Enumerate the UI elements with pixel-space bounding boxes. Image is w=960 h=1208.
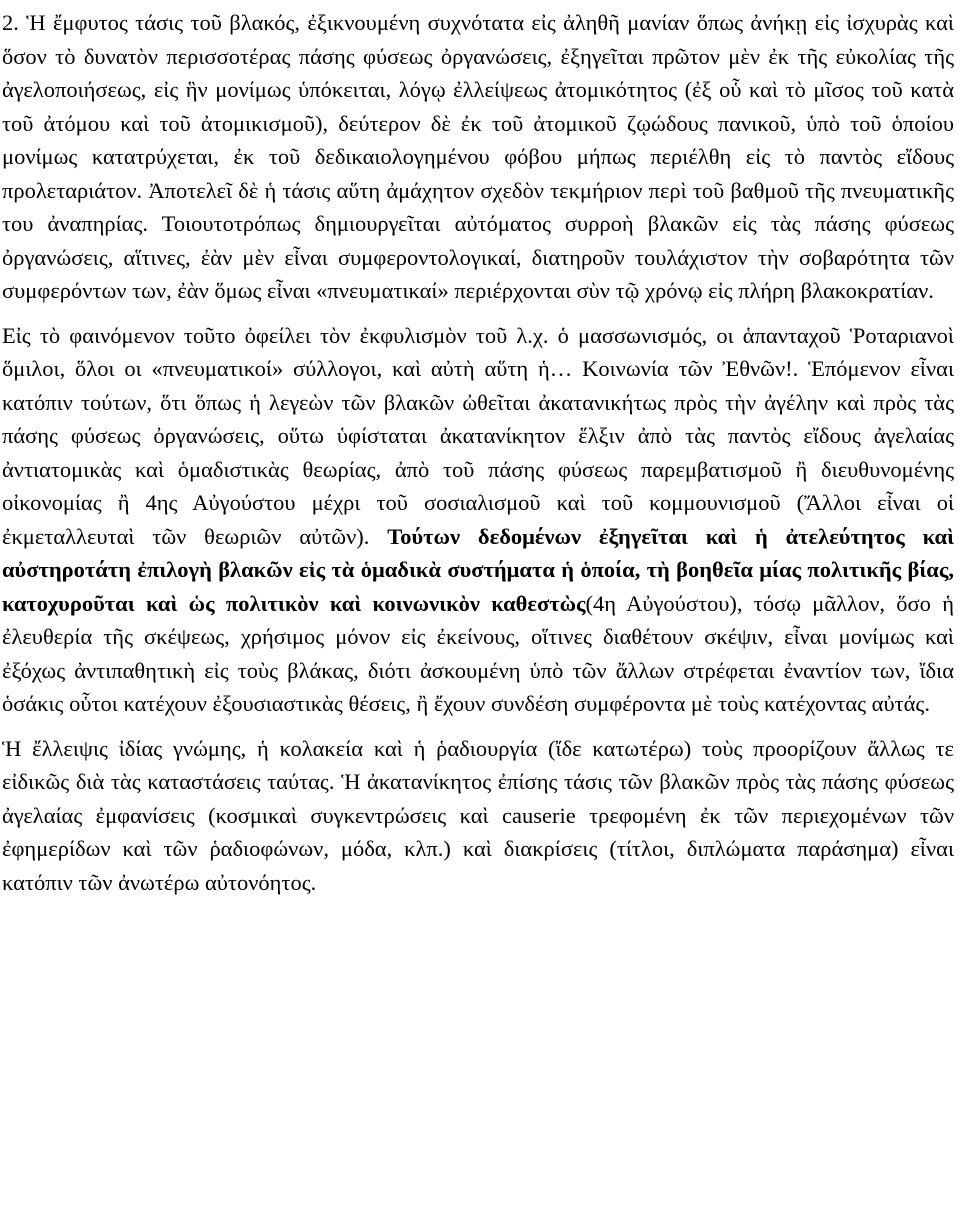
paragraph-3-text: Ἡ ἔλλειψις ἰδίας γνώμης, ἡ κολακεία καὶ ἡ ῥαδιουργία (ἴδε κατωτέρω) τοὺς προορίζουν ἄλλως τε εἰδικῶς διὰ τὰς καταστάσεις ταύτας. Ἡ ἀκατανίκητος ἐπίσης τάσις τῶν βλακῶν πρὸς τὰς πάσης φύσεως ἀγελαίας ἐμφανίσεις (κοσμικαὶ συγκεντρώσεις καὶ causerie τρεφομένη ἐκ τῶν περιεχομένων τῶν ἐφημερίδων καὶ τῶν ῥαδιοφώνων, μόδα, κλπ.) καὶ διακρίσεις (τίτλοι, διπλώματα παράσημα) εἶναι κατόπιν τῶν ἀνωτέρω αὐτονόητος. <box>2 735 954 895</box>
paragraph-1 <box>2 6 954 308</box>
paragraph-2-text: Εἰς τὸ φαινόμενον τοῦτο ὀφείλει τὸν ἐκφυλισμὸν τοῦ λ.χ. ὁ μασσωνισμός, οι ἁπανταχοῦ Ῥοταριανοὶ ὅμιλοι, ὅλοι οι «πνευματικοί» σύλλογοι, καὶ αὐτὴ αὕτη ἡ… Κοινωνία τῶν Ἐθνῶν!. Ἑπόμενον εἶναι κατόπιν τούτων, ὅτι ὅπως ἡ λεγεὼν τῶν βλακῶν ὠθεῖται ἀκατανικήτως πρὸς τὴν ἀγέλην καὶ πρὸς τὰς πάσης φύσεως ὀργανώσεις, οὕτω ὑφίσταται ἀκατανίκητον ἕλξιν ἀπὸ τὰς παντὸς εἴδους ἀγελαίας ἀντιατομικὰς καὶ ὁμαδιστικὰς θεωρίας, ἀπὸ τοῦ πάσης φύσεως παρεμβατισμοῦ ἢ διευθυνομένης οἰκονομίας ἢ 4ης Αὐγούστου μέχρι τοῦ σοσιαλισμοῦ καὶ τοῦ κομμουνισμοῦ (Ἄλλοι εἶναι οἱ ἐκμεταλλευταὶ τῶν θεωριῶν αὐτῶν). <box>2 322 954 549</box>
paragraph-2-bold-text: Τούτων δεδομένων ἐξηγεῖται καὶ ἡ ἀτελεύτητος καὶ αὐστηροτάτη ἐπιλογὴ βλακῶν εἰς τὰ ὁμαδικὰ συστήματα ἡ ὁποία, τὴ βοηθεῖα μίας πολιτικῆς βίας, κατοχυροῦται καὶ ὡς πολιτικὸν καὶ κοινωνικὸν καθεστὼς <box>2 523 954 616</box>
paragraph-3 <box>2 732 954 900</box>
paragraph-2 <box>2 319 954 721</box>
paragraph-1-text: 2. Ἡ ἔμφυτος τάσις τοῦ βλακός, ἐξικνουμένη συχνότατα εἰς ἀληθῆ μανίαν ὅπως ἀνήκῃ εἰς ἰσχυρὰς καὶ ὅσον τὸ δυνατὸν περισσοτέρας πάσης φύσεως ὀργανώσεις, ἐξηγεῖται πρῶτον μὲν ἐκ τῆς εὐκολίας τῆς ἀγελοποιήσεως, εἰς ἣν μονίμως ὑπόκειται, λόγῳ ἐλλείψεως ἀτομικότητος (ἐξ οὗ καὶ τὸ μῖσος τοῦ κατὰ τοῦ ἀτόμου καὶ τοῦ ἀτομικισμοῦ), δεύτερον δὲ ἐκ τοῦ ἀτομικοῦ ζῳώδους πανικοῦ, ὑπὸ τοῦ ὁποίου μονίμως κατατρύχεται, ἐκ τοῦ δεδικαιολογημένου φόβου μήπως περιέλθη εἰς τὸ παντὸς εἴδους προλεταριάτον. Ἀποτελεῖ δὲ ἡ τάσις αὕτη ἀμάχητον σχεδὸν τεκμήριον περὶ τοῦ βαθμοῦ τῆς πνευματικῆς του ἀναπηρίας. Τοιουτοτρόπως δημιουργεῖται αὐτόματος συρροὴ βλακῶν εἰς τὰς πάσης φύσεως ὀργανώσεις, αἵτινες, ἐὰν μὲν εἶναι συμφεροντολογικαί, διατηροῦν τουλάχιστον τὴν σοβαρότητα τῶν συμφερόντων των, ἐὰν ὅμως εἶναι «πνευματικαί» περιέρχονται σὺν τῷ χρόνῳ εἰς πλήρη βλακοκρατίαν. <box>2 10 954 303</box>
paragraph-2-text-continued: (4η Αὐγούστου), τόσῳ μᾶλλον, ὅσο ἡ ἐλευθερία τῆς σκέψεως, χρήσιμος μόνον εἰς ἐκείνους, οἵτινες διαθέτουν σκέψιν, εἶναι μονίμως καὶ ἐξόχως ἀντιπαθητικὴ εἰς τοὺς βλάκας, διότι ἀσκουμένη ὑπὸ τῶν ἄλλων στρέφεται ἐναντίον των, ἴδια ὁσάκις οὗτοι κατέχουν ἐξουσιαστικὰς θέσεις, ἢ ἔχουν συνδέση συμφέροντα μὲ τοὺς κατέχοντας αὐτάς. <box>2 590 954 716</box>
